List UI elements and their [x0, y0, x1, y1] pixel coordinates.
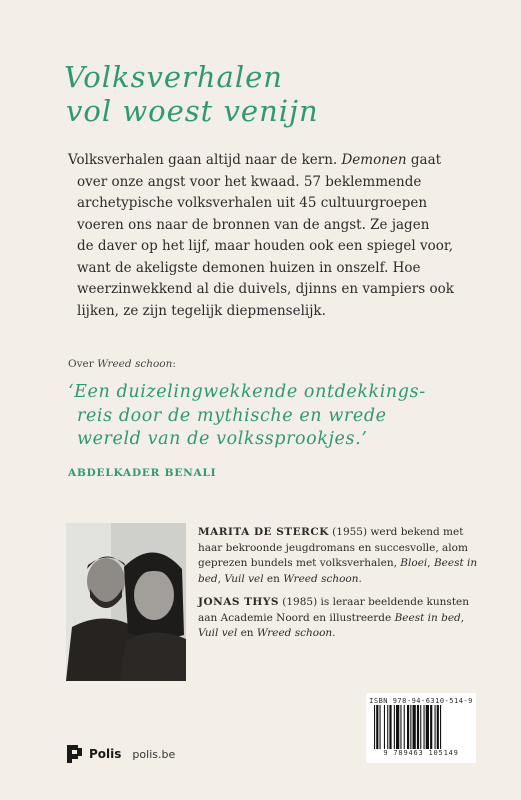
blurb-line: over onze angst voor het kwaad. 57 beklemmende	[77, 173, 422, 190]
author-name: JONAS THYS	[198, 596, 279, 608]
review-quote	[68, 381, 468, 452]
barcode-bar	[400, 705, 401, 749]
isbn-barcode	[366, 693, 476, 763]
blurb-line: archetypische volksverhalen uit 45 cultuurgroepen	[77, 195, 428, 211]
barcode-bar	[387, 705, 388, 749]
barcode-bar	[404, 705, 405, 749]
polis-logo-icon	[66, 744, 84, 764]
barcode-bar	[410, 705, 411, 749]
quote-line: reis door de mythische en wrede	[77, 405, 387, 426]
blurb	[68, 150, 468, 322]
barcode-bar	[417, 705, 419, 749]
barcode-bar	[413, 705, 416, 749]
barcode-bar	[420, 705, 421, 749]
quote-attribution: ABDELKADER BENALI	[68, 467, 217, 479]
barcode-bar	[440, 705, 441, 749]
blurb-line: de daver op het lijf, maar houden ook een spiegel voor,	[77, 238, 454, 254]
barcode-bar	[384, 705, 385, 749]
book-title	[64, 60, 319, 128]
barcode-bar	[424, 705, 425, 749]
title-line-2: vol woest venijn	[66, 94, 319, 128]
blurb-line: lijken, ze zijn tegelijk diepmenselijk.	[77, 302, 326, 319]
barcode-bar	[426, 705, 429, 749]
blurb-line: want de akeligste demonen huizen in onszelf. Hoe	[77, 259, 421, 276]
barcode-bar	[407, 705, 409, 749]
review-source-label: Over Wreed schoon:	[68, 358, 176, 370]
author-name: MARITA DE STERCK	[198, 526, 329, 538]
barcode-bar	[376, 705, 378, 749]
blurb-line: weerzinwekkend al die duivels, djinns en vampiers ook	[77, 281, 454, 297]
publisher-name: Polis	[89, 747, 122, 761]
barcode-bar	[394, 705, 395, 749]
quote-line: ‘Een duizelingwekkende ontdekkings-	[68, 382, 426, 402]
isbn-label: ISBN 978-94-6310-514-9	[369, 697, 473, 705]
barcode-bar	[374, 705, 375, 749]
quote-line: wereld van de volkssprookjes.’	[77, 429, 368, 449]
title-line-1: Volksverhalen	[64, 60, 283, 94]
bio-marita: MARITA DE STERCK (1955) werd bekend met haar bekroonde jeugdromans en succesvolle, alom geprezen bundels met volksverhalen, Bloei, Beest in bed, Vuil vel en Wreed schoon.	[198, 526, 478, 585]
authors-photo	[66, 523, 186, 681]
authors-photo-illustration	[66, 523, 186, 681]
author-bios	[198, 525, 478, 650]
barcode-digits: 9 789463 105149	[383, 749, 459, 757]
barcode-bar	[396, 705, 399, 749]
barcode-bars	[366, 705, 476, 751]
barcode-bar	[380, 705, 381, 749]
blurb-line: voeren ons naar de bronnen van de angst. Ze jagen	[77, 216, 430, 233]
bio-jonas: JONAS THYS (1985) is leraar beeldende kunsten aan Academie Noord en illustreerde Beest in bed, Vuil vel en Wreed schoon.	[198, 596, 470, 639]
publisher-block	[66, 744, 175, 764]
barcode-bar	[435, 705, 436, 749]
barcode-bar	[430, 705, 432, 749]
book-name-demonen: Demonen	[341, 152, 407, 168]
publisher-url: polis.be	[132, 747, 176, 761]
barcode-bar	[389, 705, 391, 749]
barcode-bar	[437, 705, 439, 749]
blurb-line: Volksverhalen gaan altijd naar de kern. Demonen gaat	[68, 152, 442, 168]
